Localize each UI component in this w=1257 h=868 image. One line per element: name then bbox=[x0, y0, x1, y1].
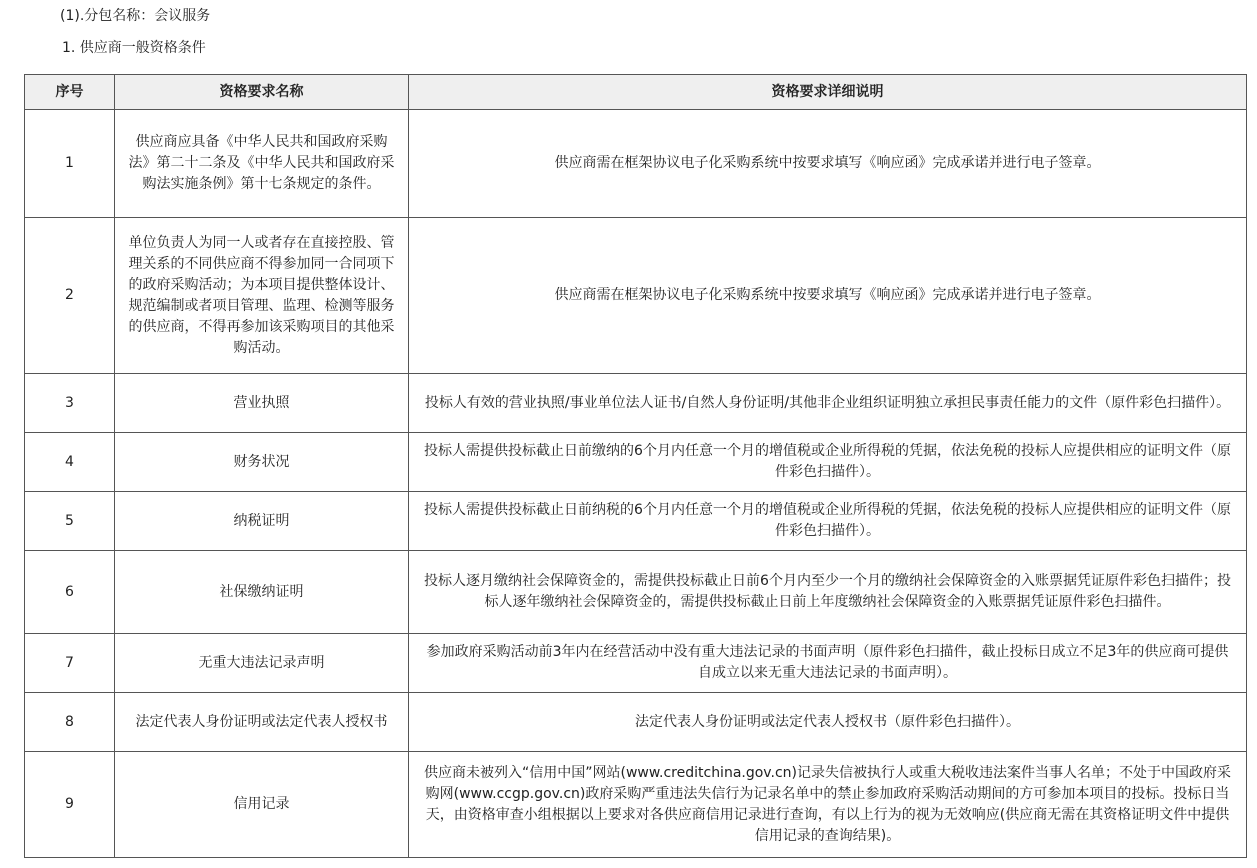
cell-no: 2 bbox=[25, 218, 115, 374]
section-title: 1. 供应商一般资格条件 bbox=[62, 40, 206, 56]
cell-name: 单位负责人为同一人或者存在直接控股、管理关系的不同供应商不得参加同一合同项下的政府采购活动；为本项目提供整体设计、规范编制或者项目管理、监理、检测等服务的供应商，不得再参加该采购项目的其他采购活动。 bbox=[115, 218, 409, 374]
cell-name: 供应商应具备《中华人民共和国政府采购法》第二十二条及《中华人民共和国政府采购法实施条例》第十七条规定的条件。 bbox=[115, 110, 409, 218]
table-row bbox=[25, 693, 1247, 752]
cell-no: 8 bbox=[25, 693, 115, 752]
table-row bbox=[25, 218, 1247, 374]
cell-name: 纳税证明 bbox=[115, 492, 409, 551]
table-header-row bbox=[25, 75, 1247, 110]
cell-detail: 投标人有效的营业执照/事业单位法人证书/自然人身份证明/其他非企业组织证明独立承担民事责任能力的文件（原件彩色扫描件）。 bbox=[409, 374, 1247, 433]
cell-name: 营业执照 bbox=[115, 374, 409, 433]
table-row bbox=[25, 374, 1247, 433]
package-title: (1).分包名称：会议服务 bbox=[60, 8, 211, 24]
cell-name: 财务状况 bbox=[115, 433, 409, 492]
cell-name: 法定代表人身份证明或法定代表人授权书 bbox=[115, 693, 409, 752]
cell-name: 无重大违法记录声明 bbox=[115, 634, 409, 693]
cell-detail: 投标人逐月缴纳社会保障资金的，需提供投标截止日前6个月内至少一个月的缴纳社会保障资金的入账票据凭证原件彩色扫描件；投标人逐年缴纳社会保障资金的，需提供投标截止日前上年度缴纳社会保障资金的入账票据凭证原件彩色扫描件。 bbox=[409, 551, 1247, 634]
cell-detail: 投标人需提供投标截止日前纳税的6个月内任意一个月的增值税或企业所得税的凭据，依法免税的投标人应提供相应的证明文件（原件彩色扫描件）。 bbox=[409, 492, 1247, 551]
cell-name: 社保缴纳证明 bbox=[115, 551, 409, 634]
header-no: 序号 bbox=[25, 75, 115, 110]
cell-no: 5 bbox=[25, 492, 115, 551]
cell-no: 1 bbox=[25, 110, 115, 218]
cell-detail: 供应商未被列入“信用中国”网站(www.creditchina.gov.cn)记录失信被执行人或重大税收违法案件当事人名单；不处于中国政府采购网(www.ccgp.gov.cn)政府采购严重违法失信行为记录名单中的禁止参加政府采购活动期间的方可参加本项目的投标。投标日当天，由资格审查小组根据以上要求对各供应商信用记录进行查询，有以上行为的视为无效响应(供应商无需在其资格证明文件中提供信用记录的查询结果)。 bbox=[409, 752, 1247, 858]
table-row bbox=[25, 110, 1247, 218]
cell-detail: 法定代表人身份证明或法定代表人授权书（原件彩色扫描件）。 bbox=[409, 693, 1247, 752]
table-row bbox=[25, 551, 1247, 634]
cell-detail: 投标人需提供投标截止日前缴纳的6个月内任意一个月的增值税或企业所得税的凭据，依法免税的投标人应提供相应的证明文件（原件彩色扫描件）。 bbox=[409, 433, 1247, 492]
header-name: 资格要求名称 bbox=[115, 75, 409, 110]
header-detail: 资格要求详细说明 bbox=[409, 75, 1247, 110]
cell-detail: 供应商需在框架协议电子化采购系统中按要求填写《响应函》完成承诺并进行电子签章。 bbox=[409, 110, 1247, 218]
cell-no: 7 bbox=[25, 634, 115, 693]
cell-no: 3 bbox=[25, 374, 115, 433]
cell-no: 4 bbox=[25, 433, 115, 492]
table-row bbox=[25, 492, 1247, 551]
table-row bbox=[25, 634, 1247, 693]
cell-no: 6 bbox=[25, 551, 115, 634]
cell-detail: 参加政府采购活动前3年内在经营活动中没有重大违法记录的书面声明（原件彩色扫描件，截止投标日成立不足3年的供应商可提供自成立以来无重大违法记录的书面声明）。 bbox=[409, 634, 1247, 693]
qualification-table bbox=[24, 74, 1247, 858]
table-row bbox=[25, 752, 1247, 858]
table-row bbox=[25, 433, 1247, 492]
cell-detail: 供应商需在框架协议电子化采购系统中按要求填写《响应函》完成承诺并进行电子签章。 bbox=[409, 218, 1247, 374]
cell-name: 信用记录 bbox=[115, 752, 409, 858]
cell-no: 9 bbox=[25, 752, 115, 858]
